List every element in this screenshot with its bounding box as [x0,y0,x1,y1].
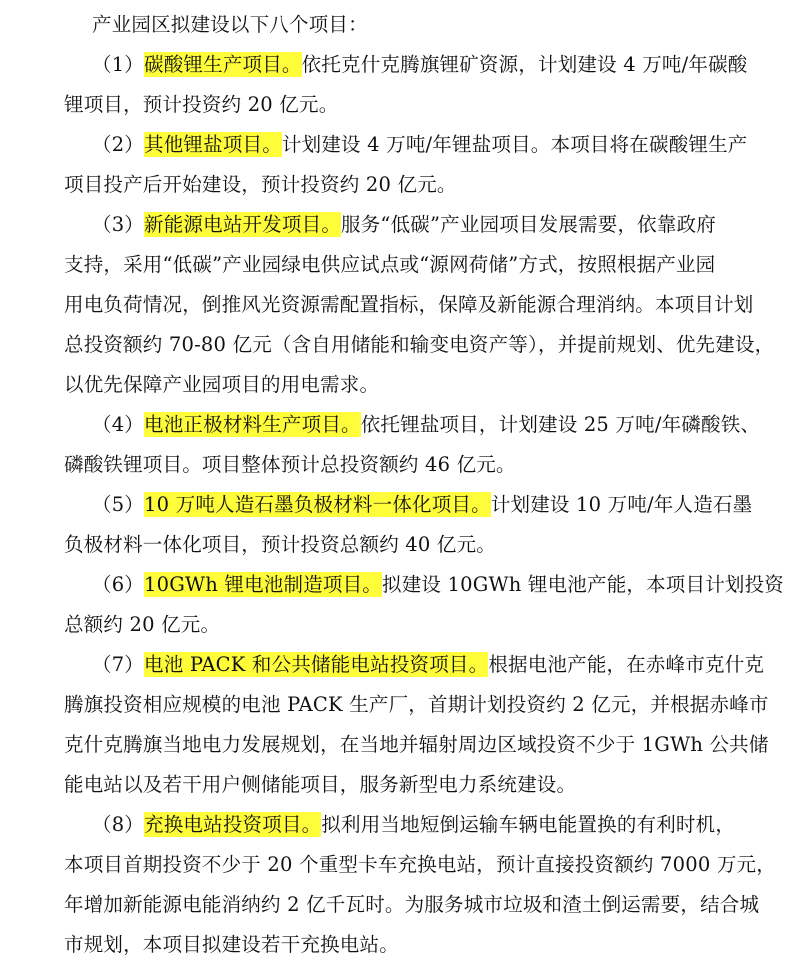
item-8-title: 充换电站投资项目。 [144,813,322,836]
item-3-line: 支持，采用“低碳”产业园绿电供应试点或“源网荷储”方式，按照根据产业园 [64,253,716,276]
item-1-number: （1） [92,53,145,76]
item-1-line: 锂项目，预计投资约 20 亿元。 [64,93,339,116]
item-8-line: 本项目首期投资不少于 20 个重型卡车充换电站，预计直接投资额约 7000 万元， [64,853,776,876]
intro-text: 产业园区拟建设以下八个项目： [92,13,368,36]
item-6-first-line [92,572,784,598]
item-3-line: 用电负荷情况，倒推风光资源需配置指标，保障及新能源合理消纳。本项目计划 [64,293,754,316]
item-3-number: （3） [92,213,145,236]
item-7-text: 根据电池产能，在赤峰市克什克 [488,653,765,676]
item-1-first-line [92,52,748,78]
item-7-line: 克什克腾旗当地电力发展规划，在当地并辐射周边区域投资不少于 1GWh 公共储 [64,733,769,756]
item-6-text: 拟建设 10GWh 锂电池产能，本项目计划投资 [382,573,785,596]
item-3-line: 总投资额约 70-80 亿元（含自用储能和输变电资产等），并提前规划、优先建设， [64,333,775,356]
item-5-first-line [92,492,752,518]
item-4-line: 磷酸铁锂项目。项目整体预计总投资额约 46 亿元。 [64,453,516,476]
item-5-title: 10 万吨人造石墨负极材料一体化项目。 [144,493,491,516]
item-6-title: 10GWh 锂电池制造项目。 [144,573,383,596]
item-2-number: （2） [92,133,145,156]
item-8-first-line [92,812,735,838]
item-6-line: 总额约 20 亿元。 [64,613,221,636]
item-3-title: 新能源电站开发项目。 [144,213,342,236]
item-2-title: 其他锂盐项目。 [144,133,282,156]
item-2-first-line [92,132,748,158]
item-5-number: （5） [92,493,145,516]
item-7-line: 腾旗投资相应规模的电池 PACK 生产厂，首期计划投资约 2 亿元，并根据赤峰市 [64,693,769,716]
item-6-number: （6） [92,573,145,596]
item-7-line: 能电站以及若干用户侧储能项目，服务新型电力系统建设。 [64,773,577,796]
item-7-number: （7） [92,653,145,676]
item-4-first-line [92,412,760,438]
item-7-first-line [92,652,764,678]
item-4-text: 依托锂盐项目，计划建设 25 万吨/年磷酸铁、 [360,413,761,436]
item-3-first-line [92,212,716,238]
item-8-number: （8） [92,813,145,836]
item-4-title: 电池正极材料生产项目。 [144,413,361,436]
item-8-line: 年增加新能源电能消纳约 2 亿千瓦时。为服务城市垃圾和渣土倒运需要，结合城 [64,893,760,916]
item-1-title: 碳酸锂生产项目。 [144,53,302,76]
item-3-line: 以优先保障产业园项目的用电需求。 [64,373,380,396]
item-8-text: 拟利用当地短倒运输车辆电能置换的有利时机， [321,813,736,836]
item-4-number: （4） [92,413,145,436]
item-7-title: 电池 PACK 和公共储能电站投资项目。 [144,653,489,676]
item-2-line: 项目投产后开始建设，预计投资约 20 亿元。 [64,173,457,196]
item-2-text: 计划建设 4 万吨/年锂盐项目。本项目将在碳酸锂生产 [281,133,748,156]
item-5-text: 计划建设 10 万吨/年人造石墨 [490,493,753,516]
item-1-text: 依托克什克腾旗锂矿资源，计划建设 4 万吨/年碳酸 [301,53,748,76]
item-8-line: 市规划，本项目拟建设若干充换电站。 [64,933,399,956]
item-3-text: 服务“低碳”产业园项目发展需要，依靠政府 [341,213,716,236]
item-5-line: 负极材料一体化项目，预计投资总额约 40 亿元。 [64,533,497,556]
